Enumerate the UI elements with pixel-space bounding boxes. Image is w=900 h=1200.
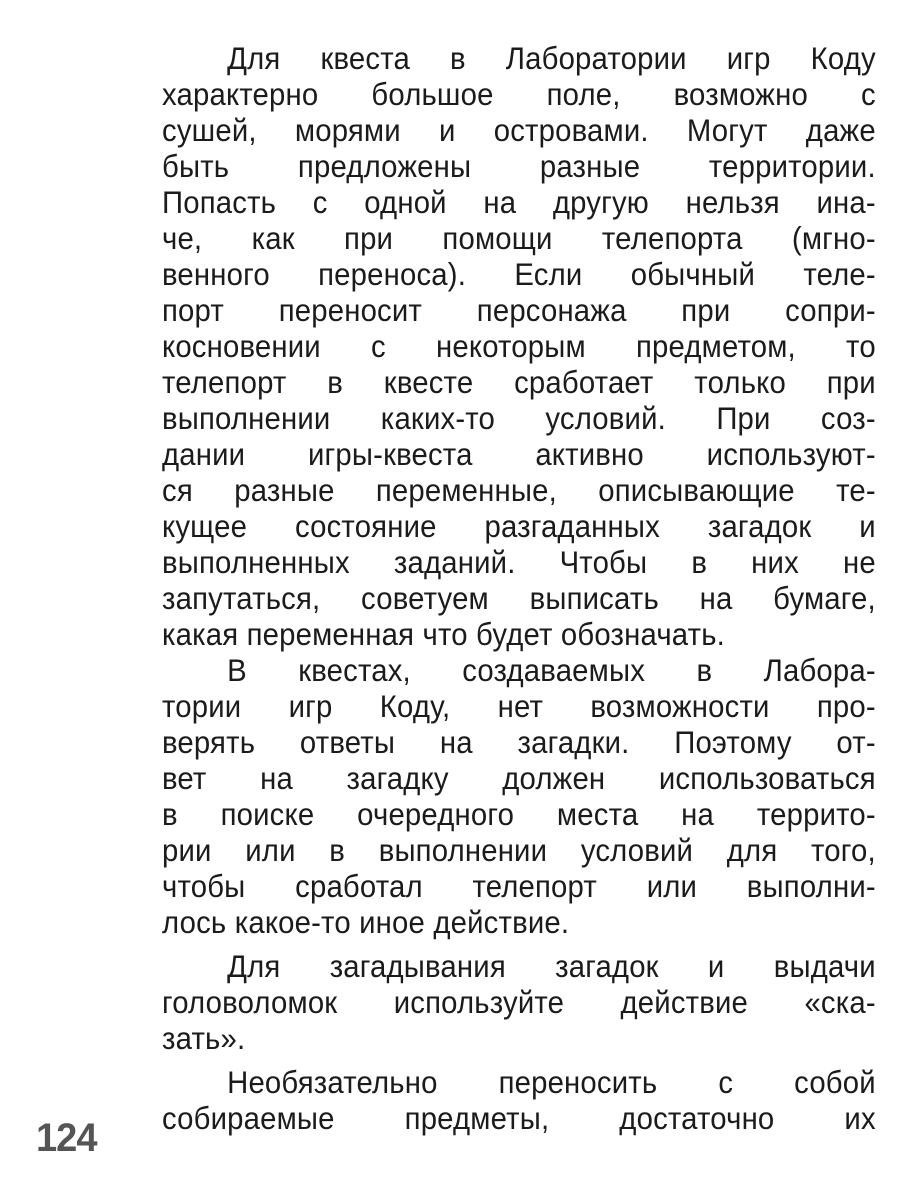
text-line: порт переносит персонажа при сопри- [162,292,876,328]
text-line: дании игры-квеста активно используют- [162,436,876,472]
text-line: быть предложены разные территории. [162,148,876,184]
paragraph-gap [162,1056,876,1064]
text-line: косновении с некоторым предметом, то [162,328,876,364]
text-line: телепорт в квесте сработает только при [162,364,876,400]
text-line: собираемые предметы, достаточно их [162,1100,876,1136]
text-line: тории игр Коду, нет возможности про- [162,688,876,724]
body-text [162,40,876,1136]
text-line: чтобы сработал телепорт или выполни- [162,868,876,904]
text-line: вет на загадку должен использоваться [162,760,876,796]
text-line: ся разные переменные, описывающие те- [162,472,876,508]
text-line: кущее состояние разгаданных загадок и [162,508,876,544]
text-line: зать». [162,1020,246,1056]
paragraph-3 [162,948,876,1056]
text-line: че, как при помощи телепорта (мгно- [162,220,876,256]
text-line: верять ответы на загадки. Поэтому от- [162,724,876,760]
page-number: 124 [36,1116,97,1160]
text-line: лось какое-то иное действие. [162,904,570,940]
text-line: Для загадывания загадок и выдачи [227,948,876,984]
text-line: головоломок используйте действие «ска- [162,984,876,1020]
text-line: Для квеста в Лаборатории игр Коду [227,40,876,76]
text-line: характерно большое поле, возможно с [162,76,876,112]
paragraph-4 [162,1064,876,1136]
text-line: запутаться, советуем выписать на бумаге, [162,580,876,616]
text-line: какая переменная что будет обозначать. [162,616,725,652]
text-line: в поиске очередного места на террито- [162,796,876,832]
paragraph-1 [162,40,876,652]
text-line: рии или в выполнении условий для того, [162,832,876,868]
text-line: сушей, морями и островами. Могут даже [162,112,876,148]
text-line: Необязательно переносить с собой [227,1064,876,1100]
paragraph-2 [162,652,876,940]
text-line: выполнении каких-то условий. При соз- [162,400,876,436]
text-line: венного переноса). Если обычный теле- [162,256,876,292]
text-line: В квестах, создаваемых в Лабора- [227,652,876,688]
paragraph-gap [162,940,876,948]
text-line: Попасть с одной на другую нельзя ина- [162,184,876,220]
text-line: выполненных заданий. Чтобы в них не [162,544,876,580]
